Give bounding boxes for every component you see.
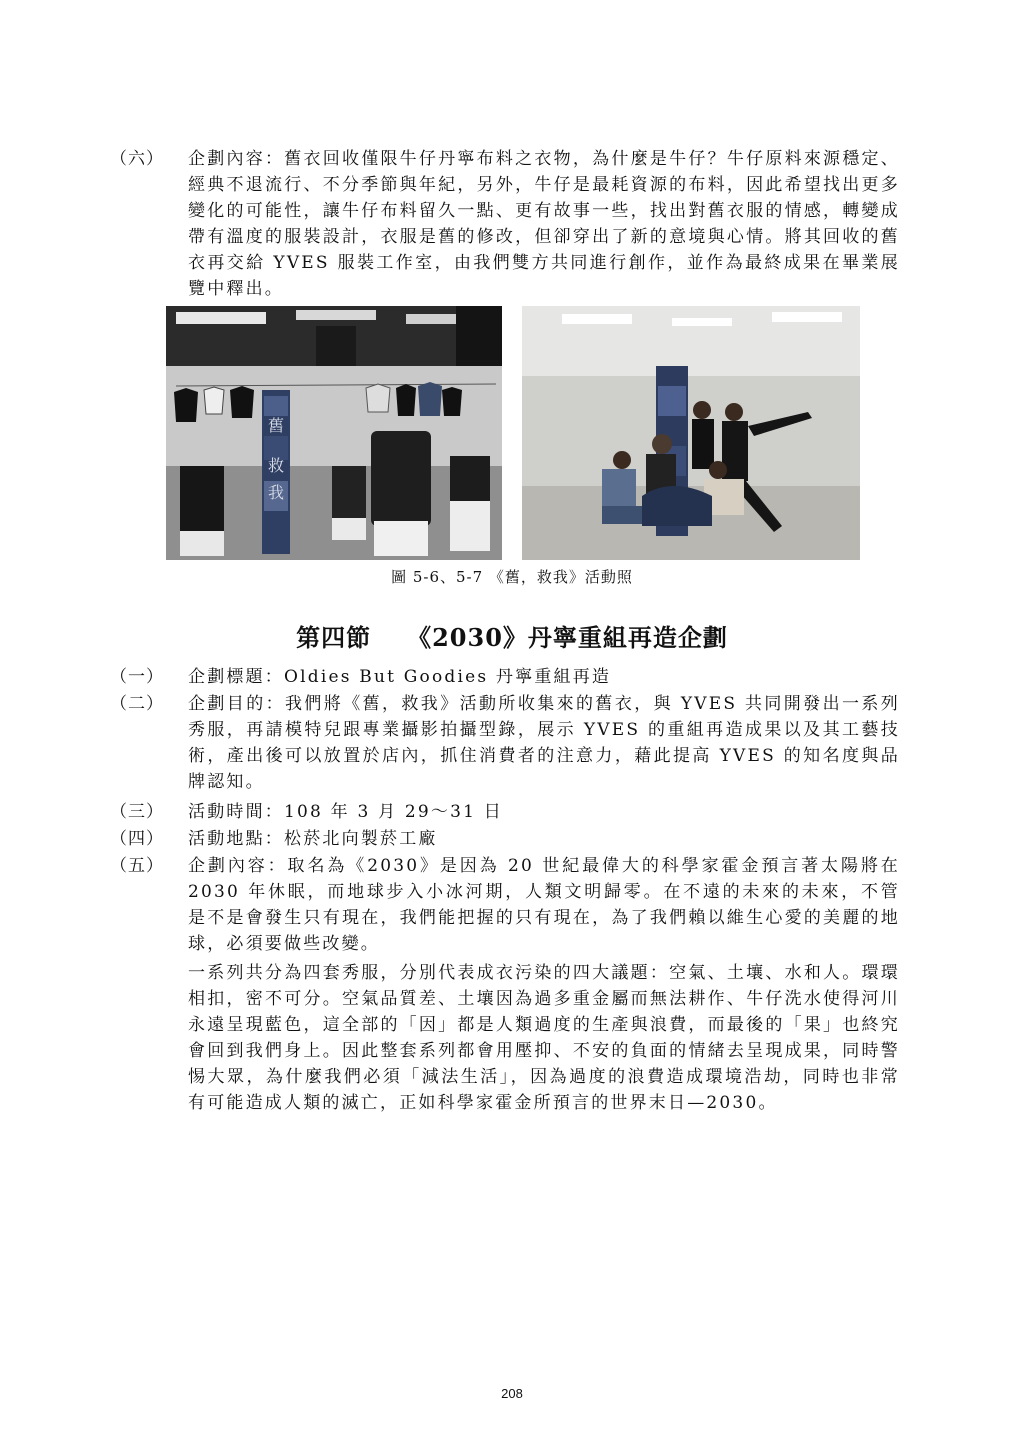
section-label: 第四節 xyxy=(296,623,372,652)
list-item-two xyxy=(110,691,900,795)
item-text: 企劃內容：取名為《2030》是因為 20 世紀最偉大的科學家霍金預言著太陽將在 2030 年休眠，而地球步入小冰河期，人類文明歸零。在不遠的未來的未來，不管是不是會發生只有現在，我們能把握的只有現在，為了我們賴以維生心愛的美麗的地球，必須要做些改變。 xyxy=(188,856,900,954)
group-photo-image xyxy=(522,306,860,560)
exhibition-photo-image xyxy=(166,306,502,560)
body-paragraph: 一系列共分為四套秀服，分別代表成衣污染的四大議題：空氣、土壤、水和人。環環相扣，密不可分。空氣品質差、土壤因為過多重金屬而無法耕作、牛仔洗水使得河川永遠呈現藍色，這全部的「因」都是人類過度的生產與浪費，而最後的「果」也終究會回到我們身上。因此整套系列都會用壓抑、不安的負面的情緒去呈現成果，同時警惕大眾，為什麼我們必須「減法生活」，因為過度的浪費造成環境浩劫，同時也非常有可能造成人類的滅亡，正如科學家霍金所預言的世界末日—2030。 xyxy=(188,963,900,1113)
item-text: 企劃目的：我們將《舊，救我》活動所收集來的舊衣，與 YVES 共同開發出一系列秀服，再請模特兒跟專業攝影拍攝型錄，展示 YVES 的重組再造成果以及其工藝技術，產出後可以放置於店內，抓住消費者的注意力，藉此提高 YVES 的知名度與品牌認知。 xyxy=(188,694,900,792)
list-item-four xyxy=(110,826,900,852)
list-item-one xyxy=(110,664,900,690)
item-number: （三） xyxy=(110,802,164,822)
item-number: （一） xyxy=(110,667,164,687)
banner-char-2: 救 xyxy=(267,456,285,475)
banner-char-3: 我 xyxy=(267,483,285,502)
item-text: 活動地點：松菸北向製菸工廠 xyxy=(188,829,438,849)
item-text: 企劃標題：Oldies But Goodies 丹寧重組再造 xyxy=(188,667,612,687)
section-title: 《2030》丹寧重組再造企劃 xyxy=(407,623,728,652)
item-text: 活動時間：108 年 3 月 29～31 日 xyxy=(188,802,503,822)
figure-caption: 圖 5-6、5-7 《舊，救我》活動照 xyxy=(391,568,633,586)
item-text: 企劃內容：舊衣回收僅限牛仔丹寧布料之衣物，為什麼是牛仔？牛仔原料來源穩定、經典不退流行、不分季節與年紀，另外，牛仔是最耗資源的布料，因此希望找出更多變化的可能性，讓牛仔布料留久一點、更有故事一些，找出對舊衣服的情感，轉變成帶有溫度的服裝設計，衣服是舊的修改，但卻穿出了新的意境與心情。將其回收的舊衣再交給 YVES 服裝工作室，由我們雙方共同進行創作，並作為最終成果在畢業展覽中釋出。 xyxy=(188,149,900,299)
item-number: （四） xyxy=(110,829,164,849)
list-item-three xyxy=(110,799,900,825)
page-number: 208 xyxy=(501,1386,523,1401)
exhibition-photo xyxy=(166,306,502,560)
list-item-five xyxy=(110,853,900,957)
item-number: （五） xyxy=(110,856,164,876)
item-number: （二） xyxy=(110,694,164,714)
item-number: （六） xyxy=(110,149,164,169)
group-photo xyxy=(522,306,860,560)
banner-char-1: 舊 xyxy=(267,416,285,435)
list-item-six xyxy=(110,146,900,302)
section-heading xyxy=(0,618,1024,653)
